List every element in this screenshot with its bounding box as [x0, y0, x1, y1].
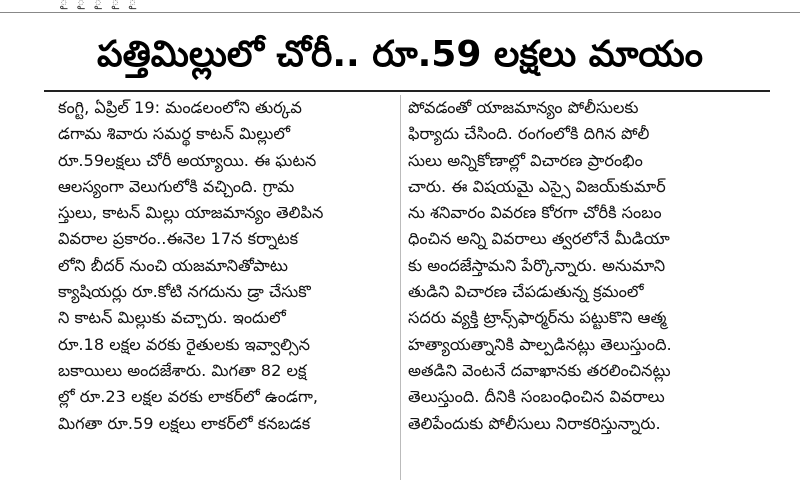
article-line: హత్యాయత్నానికి పాల్పడినట్లు తెలుస్తుంది.: [408, 334, 672, 354]
article-headline: పత్తిమిల్లులో చోరీ.. రూ.59 లక్షలు మాయం: [97, 34, 703, 75]
column-divider: [400, 95, 401, 480]
headline-rule: [44, 90, 770, 92]
article-line: ఫిర్యాదు చేసింది. రంగంలోకి దిగిన పోలీ: [408, 124, 650, 144]
article-column-left: [58, 95, 398, 437]
article-line: స్తులు, కాటన్ మిల్లు యాజమాన్యం తెలిపిన: [58, 203, 324, 223]
article-line: తెలిపేందుకు పోలీసులు నిరాకరిస్తున్నారు.: [408, 413, 661, 433]
article-line: క్యాషియర్లు రూ.కోటి నగదును డ్రా చేసుకొ: [58, 282, 311, 302]
article-line: ని కాటన్ మిల్లుకు వచ్చారు. ఇందులో: [58, 308, 286, 328]
article-line: బకాయిలు అందజేశారు. మిగతా 82 లక్ష: [58, 360, 307, 380]
article-line: కంగ్టి, ఏప్రిల్ 19: మండలంలోని తుర్కవ: [58, 98, 302, 117]
article-line: అతడిని వెంటనే దవాఖానకు తరలించినట్లు: [408, 360, 671, 380]
article-line: డగామ శివారు సమర్థ కాటన్ మిల్లులో: [58, 124, 291, 144]
article-line: రూ.18 లక్షల వరకు రైతులకు ఇవ్వాల్సిన: [58, 334, 310, 354]
article-column-right: [408, 95, 738, 437]
article-line: తుడిని విచారణ చేపడుతున్న క్రమంలో: [408, 282, 644, 302]
article-line: మిగతా రూ.59 లక్షలు లాకర్‌లో కనబడక: [58, 413, 311, 433]
article-line: కు అందజేస్తామని పేర్కొన్నారు. అనుమాని: [408, 255, 666, 275]
article-line: ను శనివారం వివరణ కోరగా చోరీకి సంబం: [408, 203, 662, 223]
article-line: ఆలస్యంగా వెలుగులోకి వచ్చింది. గ్రామ: [58, 176, 295, 196]
article-line: సులు అన్నికోణాల్లో విచారణ ప్రారంభిం: [408, 150, 643, 170]
article-line: వివరాల ప్రకారం..ఈనెల 17న కర్నాటక: [58, 229, 299, 249]
article-line: చారు. ఈ విషయమై ఎస్సై విజయ్‌కుమార్: [408, 176, 666, 196]
top-clipped-strip: [0, 0, 800, 13]
article-line: పోవడంతో యాజమాన్యం పోలీసులకు: [408, 98, 639, 117]
article-line: రూ.59లక్షలు చోరీ అయ్యాయి. ఈ ఘటన: [58, 150, 317, 170]
article-line: ల్లో రూ.23 లక్షల వరకు లాకర్‌లో ఉండగా,: [58, 387, 319, 407]
article-line: సదరు వ్యక్తి ట్రాన్స్‌ఫార్మర్‌ను పట్టుకొని ఆత్మ: [408, 308, 667, 328]
clipped-text-fragment: ౖ ౖ ౖ ౖ ౖ: [60, 0, 143, 9]
article-line: ధించిన అన్ని వివరాలు త్వరలోనే మీడియా: [408, 229, 670, 249]
article-line: లోని బీదర్ నుంచి యజమానితోపాటు: [58, 255, 288, 275]
article-line: తెలుస్తుంది. దీనికి సంబంధించిన వివరాలు: [408, 387, 665, 407]
